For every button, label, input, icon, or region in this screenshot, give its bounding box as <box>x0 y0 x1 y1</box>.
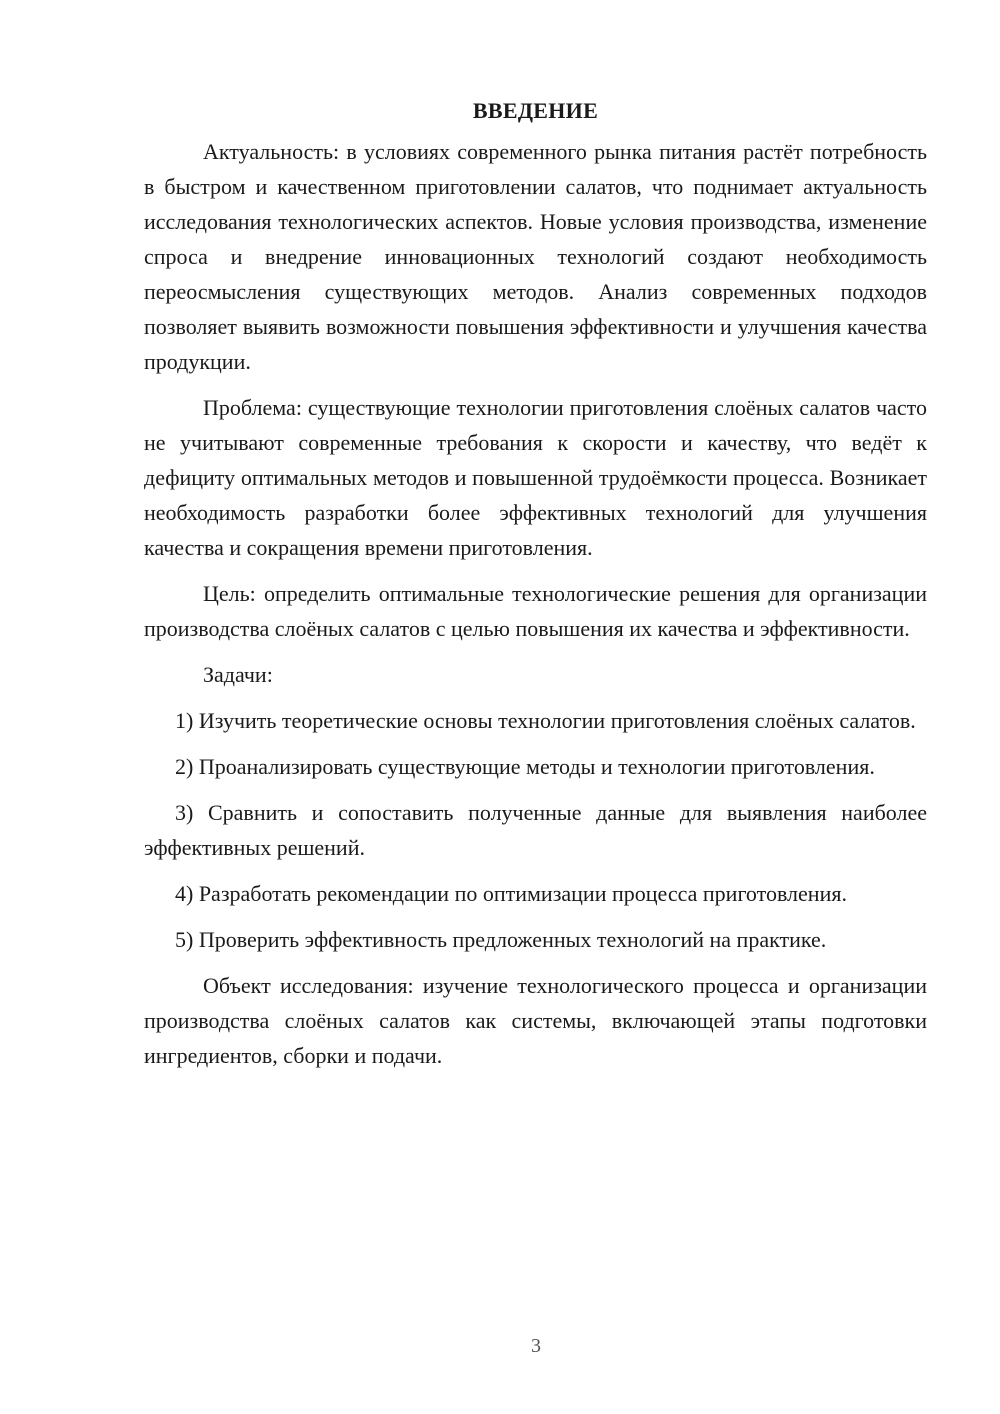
paragraph-problem: Проблема: существующие технологии приготовления слоёных салатов часто не учитывают современные требования к скорости и качеству, что ведёт к дефициту оптимальных методов и повышенной трудоёмкости процесса. Возникает необходимость разработки более эффективных технологий для улучшения качества и сокращения времени приготовления. <box>144 395 927 560</box>
task-item-5: 5) Проверить эффективность предложенных технологий на практике. <box>175 927 827 952</box>
paragraph-relevance: Актуальность: в условиях современного рынка питания растёт потребность в быстром и качественном приготовлении салатов, что поднимает актуальность исследования технологических аспектов. Новые условия производства, изменение спроса и внедрение инновационных технологий создают необходимость переосмысления существующих методов. Анализ современных подходов позволяет выявить возможности повышения эффективности и улучшения качества продукции. <box>144 139 927 374</box>
task-item-3: 3) Сравнить и сопоставить полученные данные для выявления наиболее эффективных решений. <box>144 800 927 860</box>
section-heading: ВВЕДЕНИЕ <box>472 98 599 123</box>
task-item-1: 1) Изучить теоретические основы технологии приготовления слоёных салатов. <box>175 708 916 733</box>
page-number: 3 <box>531 1335 541 1357</box>
paragraph-goal: Цель: определить оптимальные технологические решения для организации производства слоёных салатов с целью повышения их качества и эффективности. <box>144 581 927 641</box>
tasks-label: Задачи: <box>203 662 273 687</box>
task-item-2: 2) Проанализировать существующие методы и технологии приготовления. <box>175 754 875 779</box>
page-content <box>144 94 927 1084</box>
paragraph-object: Объект исследования: изучение технологического процесса и организации производства слоёных салатов как системы, включающей этапы подготовки ингредиентов, сборки и подачи. <box>144 973 927 1068</box>
task-item-4: 4) Разработать рекомендации по оптимизации процесса приготовления. <box>175 881 847 906</box>
